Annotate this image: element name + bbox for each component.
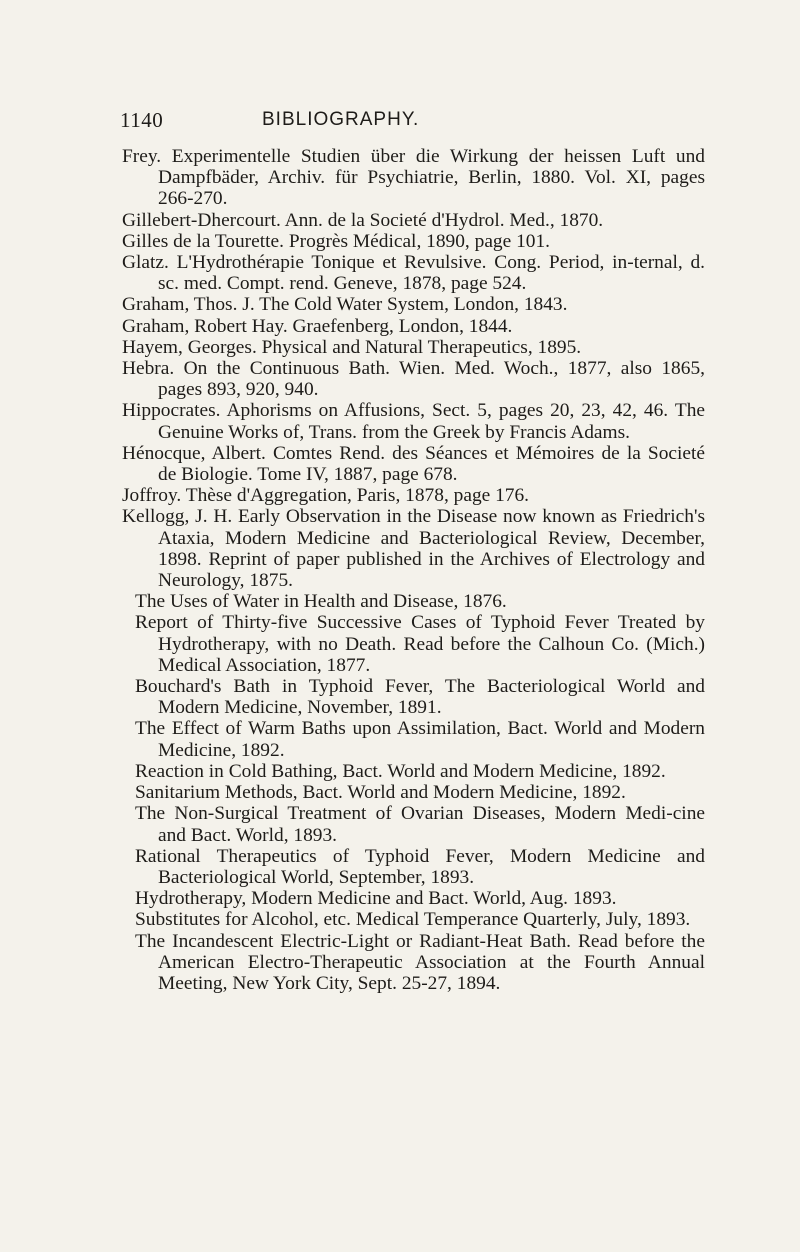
bibliography-entry-glatz: Glatz. L'Hydrothérapie Tonique et Revulsive. Cong. Period, in-ternal, d. sc. med. Compt. rend. Geneve, 1878, page 524. — [122, 252, 705, 295]
bibliography-sub-entry: Reaction in Cold Bathing, Bact. World and Modern Medicine, 1892. — [135, 760, 666, 782]
bibliography-entry-frey: Frey. Experimentelle Studien über die Wirkung der heissen Luft und Dampfbäder, Archiv. für Psychiatrie, Berlin, 1880. Vol. XI, pages 266-270. — [122, 146, 705, 210]
bibliography-entry-kellogg: Kellogg, J. H. Early Observation in the Disease now known as Friedrich's Ataxia, Modern Medicine and Bacteriological Review, December, 1898. Reprint of paper published in the Archives of Electrology and Neurology, 1875. — [122, 506, 705, 592]
bibliography-sub-entry: The Effect of Warm Baths upon Assimilation, Bact. World and Modern Medicine, 1892. — [135, 718, 705, 761]
bibliography-sub-entry: The Non-Surgical Treatment of Ovarian Diseases, Modern Medi-cine and Bact. World, 1893. — [135, 803, 705, 846]
bibliography-sub-entry: Bouchard's Bath in Typhoid Fever, The Bacteriological World and Modern Medicine, November, 1891. — [135, 676, 705, 719]
bibliography-entry-gilles-de-la-tourette: Gilles de la Tourette. Progrès Médical, 1890, page 101. — [122, 230, 551, 252]
bibliography-sub-entry: Hydrotherapy, Modern Medicine and Bact. World, Aug. 1893. — [135, 888, 617, 910]
running-head: BIBLIOGRAPHY. — [262, 109, 420, 130]
bibliography-entry-gillebert-dhercourt: Gillebert-Dhercourt. Ann. de la Societé d'Hydrol. Med., 1870. — [122, 209, 604, 231]
bibliography-entry-hippocrates: Hippocrates. Aphorisms on Affusions, Sect. 5, pages 20, 23, 42, 46. The Genuine Works of, Trans. from the Greek by Francis Adams. — [122, 400, 705, 443]
bibliography-entry-henocque: Hénocque, Albert. Comtes Rend. des Séances et Mémoires de la Societé de Biologie. Tome IV, 1887, page 678. — [122, 442, 705, 486]
bibliography-sub-entry: Report of Thirty-five Successive Cases of Typhoid Fever Treated by Hydrotherapy, with no Death. Read before the Calhoun Co. (Mich.) Medical Association, 1877. — [135, 612, 705, 676]
page-header — [120, 108, 700, 138]
bibliography-sub-entry: The Incandescent Electric-Light or Radiant-Heat Bath. Read before the American Electro-Therapeutic Association at the Fourth Annual Meeting, New York City, Sept. 25-27, 1894. — [135, 930, 705, 994]
bibliography-sub-entry: Substitutes for Alcohol, etc. Medical Temperance Quarterly, July, 1893. — [135, 909, 691, 931]
bibliography-sub-entry: The Uses of Water in Health and Disease, 1876. — [135, 591, 507, 613]
bibliography-entry-graham-robert: Graham, Robert Hay. Graefenberg, London, 1844. — [122, 315, 513, 337]
bibliography-entry-hebra: Hebra. On the Continuous Bath. Wien. Med. Woch., 1877, also 1865, pages 893, 920, 940. — [122, 358, 705, 401]
bibliography-entry-hayem: Hayem, Georges. Physical and Natural Therapeutics, 1895. — [122, 336, 582, 358]
bibliography-sub-entry: Rational Therapeutics of Typhoid Fever, Modern Medicine and Bacteriological World, September, 1893. — [135, 845, 705, 888]
bibliography-entry-graham-thos: Graham, Thos. J. The Cold Water System, London, 1843. — [122, 294, 568, 316]
bibliography-list — [122, 146, 705, 994]
bibliography-entry-joffroy: Joffroy. Thèse d'Aggregation, Paris, 1878, page 176. — [122, 485, 530, 507]
bibliography-sub-entry: Sanitarium Methods, Bact. World and Modern Medicine, 1892. — [135, 782, 626, 804]
page-number: 1140 — [120, 108, 164, 132]
